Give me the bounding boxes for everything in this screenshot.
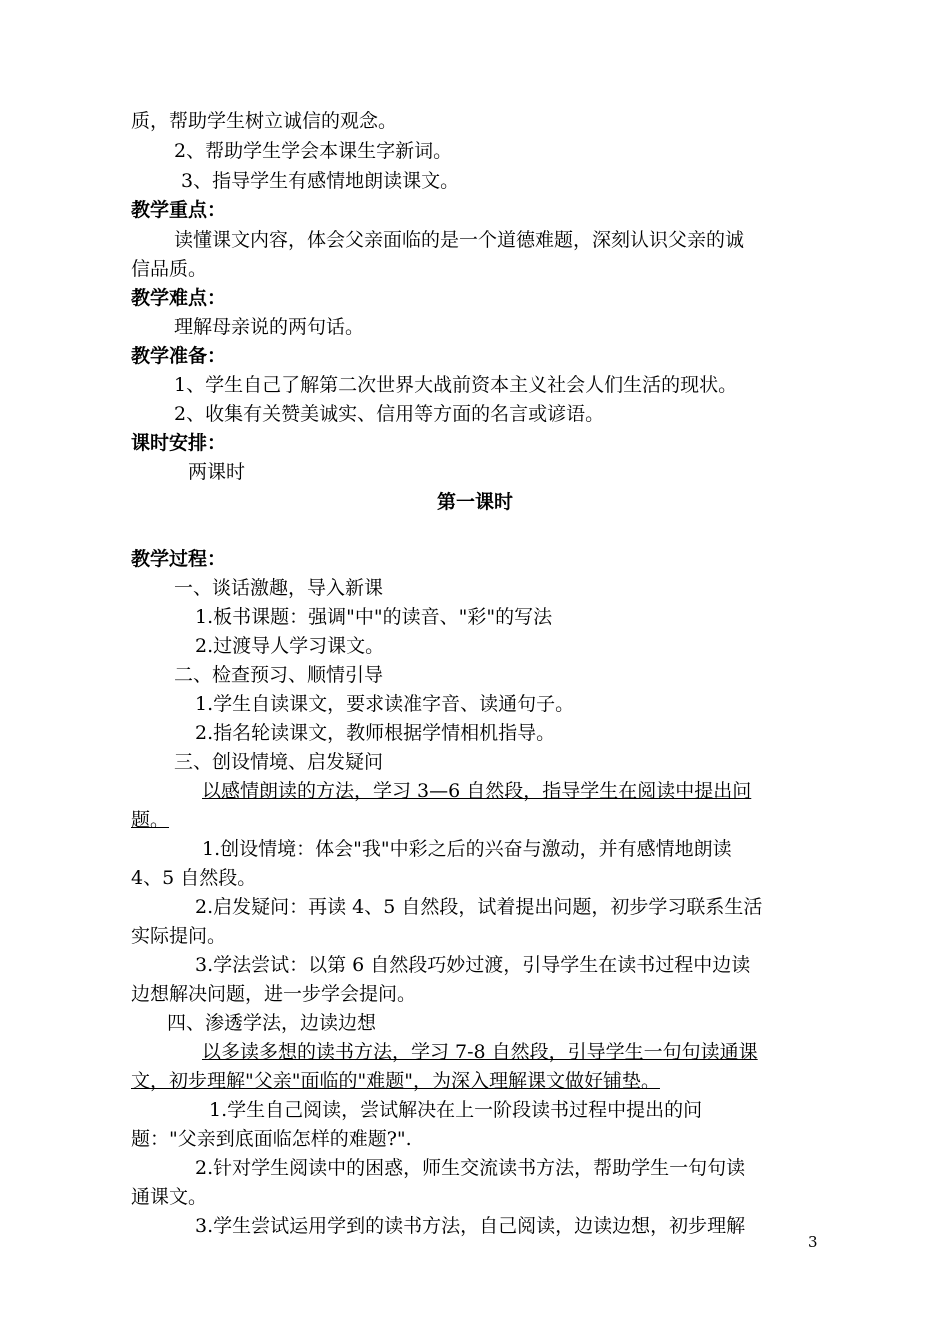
text-line: 2.指名轮读课文，教师根据学情相机指导。 [195,722,556,744]
underlined-line: 以多读多想的读书方法，学习 7-8 自然段，引导学生一句句读通课 [202,1041,758,1063]
text-line: 三、创设情境、启发疑问 [174,751,384,773]
text-line: 二、检查预习、顺情引导 [174,664,384,686]
text-line: 1.学生自己阅读，尝试解决在上一阶段读书过程中提出的问 [209,1099,703,1121]
text-line: 3、指导学生有感情地朗读课文。 [181,170,460,192]
section-heading: 教学重点： [131,199,227,221]
text-line: 3.学生尝试运用学到的读书方法，自己阅读，边读边想，初步理解 [195,1215,746,1237]
underlined-line: 题。 [131,809,170,831]
text-line: 边想解决问题，进一步学会提问。 [131,983,417,1005]
text-line: 1.学生自读课文，要求读准字音、读通句子。 [195,693,575,715]
page-number: 3 [808,1233,818,1251]
text-line: 1.创设情境：体会"我"中彩之后的兴奋与激动，并有感情地朗读 [202,838,732,860]
underlined-line: 文，初步理解"父亲"面临的"难题"，为深入理解课文做好铺垫。 [131,1070,660,1092]
text-line: 题："父亲到底面临怎样的难题?". [131,1128,412,1150]
text-line: 2.过渡导人学习课文。 [195,635,385,657]
text-line: 2.针对学生阅读中的困惑，师生交流读书方法，帮助学生一句句读 [195,1157,746,1179]
text-line: 四、渗透学法，边读边想 [167,1012,377,1034]
section-heading: 教学难点： [131,287,227,309]
text-line: 两课时 [188,461,246,483]
text-line: 3.学法尝试：以第 6 自然段巧妙过渡，引导学生在读书过程中边读 [195,954,751,976]
text-line: 信品质。 [131,258,208,280]
text-line: 实际提问。 [131,925,227,947]
section-heading: 课时安排： [131,432,227,454]
text-line: 1、学生自己了解第二次世界大战前资本主义社会人们生活的现状。 [174,374,738,396]
text-line: 4、5 自然段。 [131,867,257,889]
text-line: 质，帮助学生树立诚信的观念。 [131,110,398,132]
section-heading: 教学准备： [131,345,227,367]
text-line: 1.板书课题：强调"中"的读音、"彩"的写法 [195,606,553,628]
text-line: 2、收集有关赞美诚实、信用等方面的名言或谚语。 [174,403,605,425]
text-line: 理解母亲说的两句话。 [174,316,365,338]
text-line: 一、谈话激趣，导入新课 [174,577,384,599]
text-line: 2.启发疑问：再读 4、5 自然段，试着提出问题，初步学习联系生活 [195,896,763,918]
section-heading: 教学过程： [131,548,227,570]
text-line: 通课文。 [131,1186,208,1208]
text-line: 读懂课文内容，体会父亲面临的是一个道德难题，深刻认识父亲的诚 [174,229,745,251]
lesson-title: 第一课时 [436,491,513,513]
text-line: 2、帮助学生学会本课生字新词。 [174,140,453,162]
underlined-line: 以感情朗读的方法，学习 3—6 自然段，指导学生在阅读中提出问 [202,780,752,802]
